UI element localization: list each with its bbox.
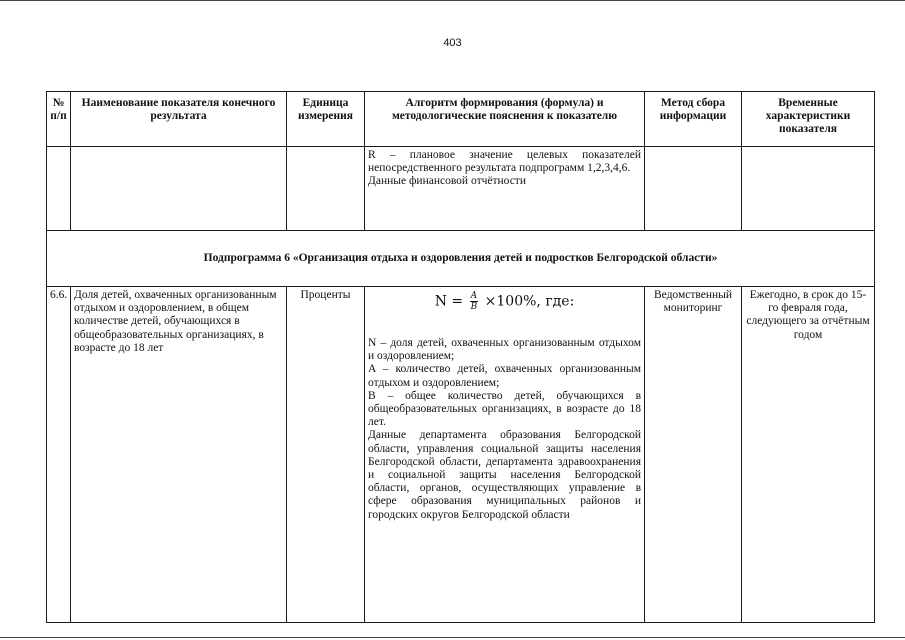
cell-empty-number	[47, 147, 71, 231]
table-row-indicator	[47, 287, 875, 623]
scan-edge-bottom	[0, 637, 905, 638]
formula	[368, 291, 641, 317]
scan-edge-top	[0, 0, 905, 1]
algorithm-paragraph: N – доля детей, охваченных организованным отдыхом и оздоровлением;	[368, 337, 641, 363]
formula-fraction	[470, 291, 479, 312]
formula-denominator: B	[470, 302, 478, 312]
cell-empty-method	[645, 147, 742, 231]
cell-unit: Проценты	[287, 287, 365, 623]
algorithm-paragraph: Данные департамента образования Белгородской области, управления социальной защиты населения Белгородской области, департамента здравоохранения и социальной защиты населения Белгородской области, органов, осуществляющих управление в сфере образования муниципальных районов и городских округов Белгородской области	[368, 429, 641, 521]
algorithm-paragraph: B – общее количество детей, обучающихся в общеобразовательных организациях, в возрасте до 18 лет.	[368, 389, 641, 429]
subprogram-title: Подпрограмма 6 «Организация отдыха и оздоровления детей и подростков Белгородской области»	[47, 231, 875, 287]
page-number: 403	[443, 37, 462, 49]
cell-empty-timing	[742, 147, 875, 231]
header-unit: Единица измерения	[287, 92, 365, 147]
cell-empty-unit	[287, 147, 365, 231]
formula-rhs: ×100%, где:	[484, 293, 575, 310]
algorithm-paragraph: R – плановое значение целевых показателей непосредственного результата подпрограмм 1,2,3,4,6.	[368, 149, 641, 175]
indicator-table	[46, 91, 875, 623]
header-number: № п/п	[47, 92, 71, 147]
cell-number: 6.6.	[47, 287, 71, 623]
cell-indicator-name: Доля детей, охваченных организованным отдыхом и оздоровлением, в общем количестве детей, обучающихся в общеобразовательных организациях, в возрасте до 18 лет	[71, 287, 287, 623]
cell-empty-name	[71, 147, 287, 231]
header-name: Наименование показателя конечного результата	[71, 92, 287, 147]
header-method: Метод сбора информации	[645, 92, 742, 147]
subprogram-row	[47, 231, 875, 287]
table-row-continued	[47, 147, 875, 231]
header-algorithm: Алгоритм формирования (формула) и методологические пояснения к показателю	[365, 92, 645, 147]
algorithm-paragraph: A – количество детей, охваченных организованным отдыхом и оздоровлением;	[368, 363, 641, 389]
cell-timing: Ежегодно, в срок до 15-го февраля года, следующего за отчётным годом	[742, 287, 875, 623]
table-header-row	[47, 92, 875, 147]
formula-lhs: N =	[434, 293, 464, 310]
cell-algorithm-continued	[365, 147, 645, 231]
formula-numerator: A	[470, 291, 478, 301]
cell-algorithm	[365, 287, 645, 623]
algorithm-paragraph: Данные финансовой отчётности	[368, 175, 526, 188]
cell-method: Ведомственный мониторинг	[645, 287, 742, 623]
header-timing: Временные характеристики показателя	[742, 92, 875, 147]
